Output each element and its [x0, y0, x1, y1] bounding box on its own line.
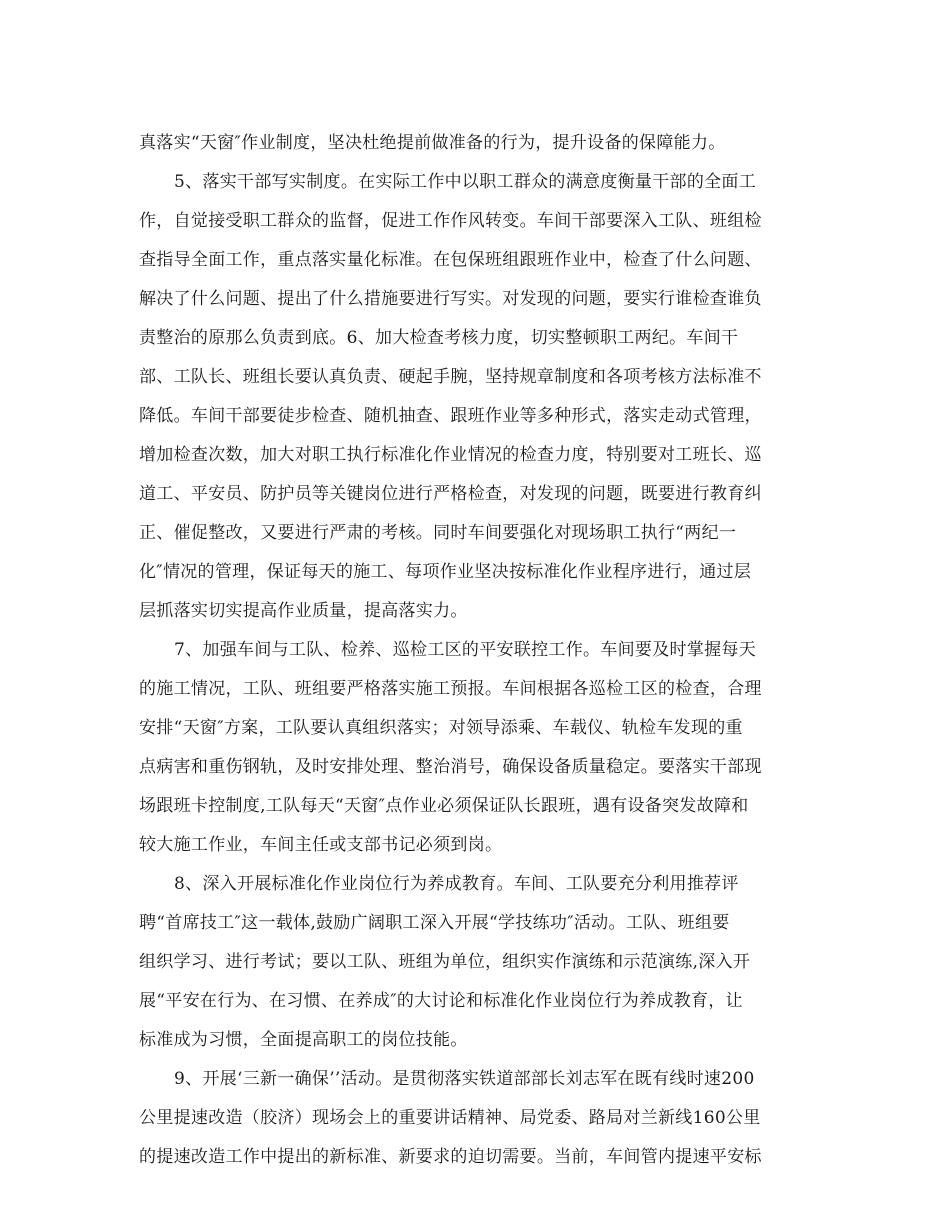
text-line: 的提速改造工作中提出的新标准、新要求的迫切需要。当前，车间管内提速平安标 [139, 1147, 762, 1167]
text-line: 责整治的原那么负责到底。6、加大检查考核力度，切实整顿职工两纪。车间干 [139, 328, 739, 348]
text-line: 查指导全面工作，重点落实量化标准。在包保班组跟班作业中，检查了什么问题、 [139, 250, 762, 270]
text-line: 公里提速改造（胶济）现场会上的重要讲话精神、局党委、路局对兰新线160公里 [139, 1108, 761, 1128]
text-line: 作，自觉接受职工群众的监督，促进工作作风转变。车间干部要深入工队、班组检 [139, 211, 762, 231]
text-line: 的施工情况，工队、班组要严格落实施工预报。车间根据各巡检工区的检查，合理 [139, 679, 762, 699]
text-line: 层抓落实切实提高作业质量，提高落实力。 [139, 601, 468, 621]
text-line: 场跟班卡控制度,工队每天“天窗″点作业必须保证队长跟班，遇有设备突发故障和 [139, 796, 749, 816]
text-line: 组织学习、进行考试；要以工队、班组为单位，组织实作演练和示范演练,深入开 [139, 952, 751, 972]
text-line: 标准成为习惯，全面提高职工的岗位技能。 [139, 1030, 468, 1050]
text-line: 点病害和重伤钢轨，及时安排处理、整治消号，确保设备质量稳定。要落实干部现 [139, 757, 762, 777]
text-line: 安排“天窗″方案，工队要认真组织落实；对领导添乘、车载仪、轨检车发现的重 [139, 718, 743, 738]
text-line: 道工、平安员、防护员等关键岗位进行严格检查，对发现的问题，既要进行教育纠 [139, 484, 762, 504]
text-line: 增加检查次数，加大对职工执行标准化作业情况的检查力度，特别要对工班长、巡 [139, 445, 762, 465]
text-line: 化″情况的管理，保证每天的施工、每项作业坚决按标准化作业程序进行，通过层 [139, 562, 752, 582]
paragraph-7-first-line: 7、加强车间与工队、检养、巡检工区的平安联控工作。车间要及时掌握每天 [174, 640, 757, 660]
text-line: 真落实“天窗″作业制度，坚决杜绝提前做准备的行为，提升设备的保障能力。 [139, 133, 726, 153]
paragraph-5-first-line: 5、落实干部写实制度。在实际工作中以职工群众的满意度衡量干部的全面工 [174, 172, 757, 192]
paragraph-8-first-line: 8、深入开展标准化作业岗位行为养成教育。车间、工队要充分利用推荐评 [174, 874, 739, 894]
text-line: 聘“首席技工″这一载体,鼓励广阔职工深入开展“学技练功″活动。工队、班组要 [139, 913, 730, 933]
paragraph-9-first-line: 9、开展‘三新一确保’’活动。是贯彻落实铁道部部长刘志军在既有线时速200 [174, 1069, 755, 1089]
text-line: 正、催促整改，又要进行严肃的考核。同时车间要强化对现场职工执行“两纪一 [139, 523, 737, 543]
text-line: 部、工队长、班组长要认真负责、硬起手腕，坚持规章制度和各项考核方法标准不 [139, 367, 762, 387]
text-line: 展“平安在行为、在习惯、在养成″的大讨论和标准化作业岗位行为养成教育，让 [139, 991, 743, 1011]
text-line: 解决了什么问题、提出了什么措施要进行写实。对发现的问题，要实行谁检查谁负 [139, 289, 762, 309]
text-line: 降低。车间干部要徒步检查、随机抽查、跟班作业等多种形式，落实走动式管理， [139, 406, 762, 426]
text-line: 较大施工作业，车间主任或支部书记必须到岗。 [139, 835, 503, 855]
